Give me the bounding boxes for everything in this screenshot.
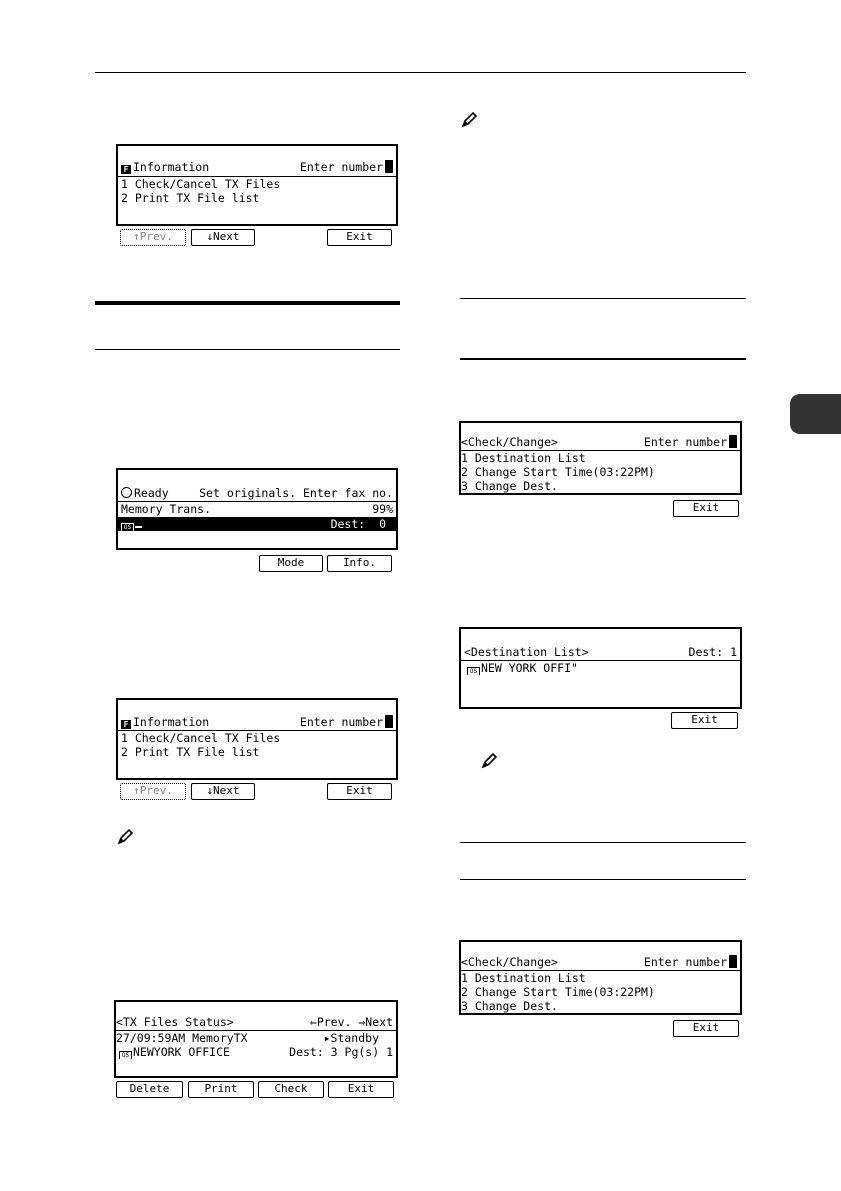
lcd-menu-item[interactable]: 1 Check/Cancel TX Files [121,177,281,191]
print-button[interactable]: Print [188,1081,254,1098]
lcd-menu-item[interactable]: 2 Print TX File list [121,191,260,205]
lcd-header [116,1015,393,1029]
lcd-tx-files-status [114,1000,398,1078]
lcd-header [461,955,737,969]
lcd-header [464,645,737,659]
note-pencil-icon [460,111,478,129]
status-dest-line[interactable] [119,1045,393,1059]
status-dest-info: Dest: 3 Pg(s) 1 [289,1045,393,1059]
info-icon: F [121,720,131,729]
cursor-icon [385,160,393,173]
ready-circle-icon [121,487,132,498]
status-state: ▸Standby [323,1031,379,1045]
lcd-menu-item[interactable]: 1 Check/Cancel TX Files [121,731,281,745]
lcd-title: Information [133,715,210,729]
lcd-header [461,435,737,449]
lcd-information-top [116,144,398,226]
section-rule-thick [95,301,400,305]
lcd-header [121,160,393,174]
lcd-ready [116,468,398,550]
lcd-information-bottom [116,698,398,780]
lcd-check-change-1 [459,421,742,495]
ready-status: Ready [134,486,169,500]
note-pencil-icon [116,828,134,846]
dest-count: 0 [379,517,386,531]
lcd-menu-item[interactable]: 2 Change Start Time(03:22PM) [461,985,655,999]
exit-button[interactable]: Exit [673,1020,739,1037]
chapter-tab [790,394,841,434]
lcd-menu-item[interactable]: 3 Change Dest. [461,479,558,493]
status-next[interactable]: ⇒Next [358,1015,393,1029]
entry-cursor-icon [135,526,142,528]
lcd-check-change-2 [459,940,742,1015]
mode-button[interactable]: Mode [259,555,323,572]
lcd-prompt: Enter number [299,715,383,729]
lcd-title: <Destination List> [464,645,589,659]
lcd-menu-item[interactable]: 2 Change Start Time(03:22PM) [461,465,655,479]
status-line[interactable] [116,1031,393,1045]
dest-count: Dest: 1 [688,645,737,659]
lcd-status-row [121,486,393,500]
info-icon: F [121,165,131,174]
section-rule-thin [460,879,746,880]
destination-icon: OS [121,523,134,531]
exit-button[interactable]: Exit [327,783,392,800]
page-header-rule [95,72,746,73]
destination-icon: OS [467,667,480,675]
section-rule [460,358,746,360]
delete-button[interactable]: Delete [116,1081,183,1098]
exit-button[interactable]: Exit [327,229,392,246]
lcd-title: <Check/Change> [461,955,558,969]
dest-entry-name: NEW YORK OFFI" [481,661,578,675]
status-prev[interactable]: ⇐Prev. [309,1015,352,1029]
status-dest-name: NEWYORK OFFICE [133,1045,230,1059]
lcd-menu-item[interactable]: 3 Change Dest. [461,999,558,1013]
lcd-menu-item[interactable]: 2 Print TX File list [121,745,260,759]
section-rule-thin [460,298,746,299]
dest-entry[interactable] [467,661,737,675]
destination-icon: OS [119,1051,132,1059]
next-button[interactable]: ↓Next [191,783,255,800]
cursor-icon [385,715,393,728]
lcd-prompt: Enter number [299,160,383,174]
memory-value: 99% [372,502,393,516]
lcd-prompt: Enter number [643,955,727,969]
exit-button[interactable]: Exit [671,712,738,729]
next-button[interactable]: ↓Next [191,229,255,246]
lcd-title: <Check/Change> [461,435,558,449]
lcd-destination-list [459,627,742,709]
cursor-icon [729,435,737,448]
ready-message: Set originals. Enter fax no. [199,486,393,500]
section-rule-thin [95,349,400,350]
lcd-menu-item[interactable]: 1 Destination List [461,971,586,985]
lcd-header [121,715,393,729]
exit-button[interactable]: Exit [673,500,739,517]
exit-button[interactable]: Exit [328,1081,394,1098]
prev-button[interactable]: ↑Prev. [120,783,186,800]
note-pencil-icon [480,752,498,770]
lcd-menu-item[interactable]: 1 Destination List [461,451,586,465]
lcd-mode-row [121,502,393,516]
lcd-title: Information [133,160,210,174]
lcd-prompt: Enter number [643,435,727,449]
section-rule-thin [460,842,746,843]
mode-label: Memory Trans. [121,502,212,516]
check-button[interactable]: Check [258,1081,324,1098]
dest-entry-row[interactable] [118,517,396,531]
info-button[interactable]: Info. [327,555,392,572]
status-datetime: 27/09:59AM MemoryTX [116,1031,248,1045]
dest-label: Dest: [330,517,366,531]
cursor-icon [729,955,737,968]
prev-button[interactable]: ↑Prev. [120,229,186,246]
status-title: <TX Files Status> [116,1015,234,1029]
